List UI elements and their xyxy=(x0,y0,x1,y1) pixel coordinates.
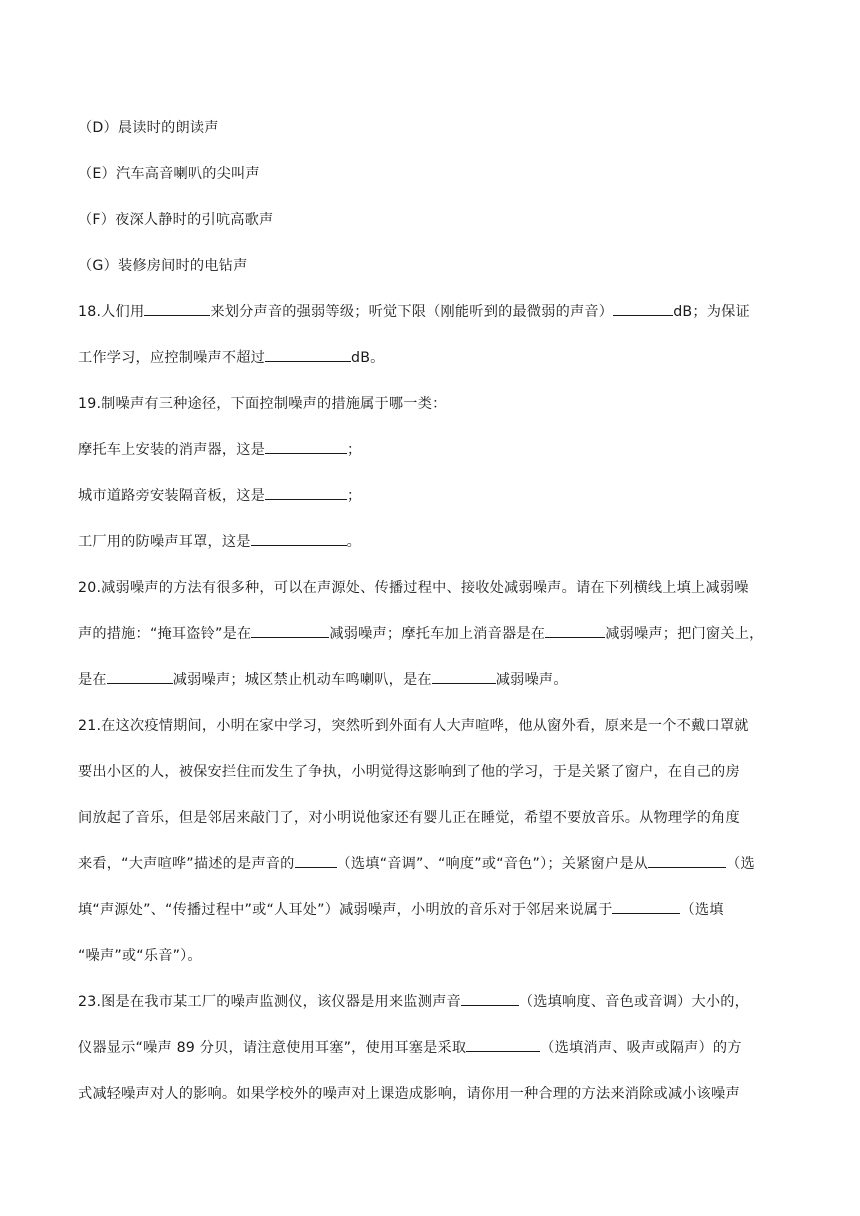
q18-text-1: 18.人们用 xyxy=(78,304,145,320)
q20-text-2: 减弱噪声；摩托车加上消音器是在 xyxy=(329,626,546,642)
q20-text-6: 减弱噪声。 xyxy=(495,672,568,688)
question-23-line-1 xyxy=(78,984,784,1030)
question-23-line-2 xyxy=(78,1030,784,1076)
q23-text-3: 仪器显示“噪声 89 分贝，请注意使用耳塞”，使用耳塞是采取 xyxy=(78,1040,467,1056)
q20-blank-2[interactable] xyxy=(545,621,605,638)
q20-text-4: 是在 xyxy=(78,672,107,688)
q23-blank-1[interactable] xyxy=(461,989,519,1006)
q21-blank-2[interactable] xyxy=(648,851,726,868)
question-18-line-1 xyxy=(78,294,784,340)
q18-blank-1[interactable] xyxy=(144,299,210,316)
q23-text-4: （选填消声、吸声或隔声）的方 xyxy=(540,1040,742,1056)
question-21-line-2: 要出小区的人，被保安拦住而发生了争执，小明觉得这影响到了他的学习，于是关紧了窗户，在自己的房 xyxy=(78,764,740,780)
document-page xyxy=(78,110,784,1122)
question-21-line-3: 间放起了音乐，但是邻居来敲门了，对小明说他家还有婴儿正在睡觉，希望不要放音乐。从物理学的角度 xyxy=(78,810,740,826)
question-21-line-5 xyxy=(78,892,784,938)
q21-text-2: （选填“音调”、“响度”或“音色”）；关紧窗户是从 xyxy=(336,856,649,872)
q20-blank-4[interactable] xyxy=(432,667,496,684)
q18-text-4: 工作学习，应控制噪声不超过 xyxy=(78,350,266,366)
q23-text-1: 23.图是在我市某工厂的噪声监测仪，该仪器是用来监测声音 xyxy=(78,994,461,1010)
q18-blank-2[interactable] xyxy=(613,299,673,316)
question-19-stem: 19.制噪声有三种途径，下面控制噪声的措施属于哪一类： xyxy=(78,396,447,412)
question-20-line-2 xyxy=(78,616,784,662)
q21-text-5: （选填 xyxy=(680,902,724,918)
q21-text-4: 填“声源处”、“传播过程中”或“人耳处”）减弱噪声，小明放的音乐对于邻居来说属于 xyxy=(78,902,613,918)
q21-text-3: （选 xyxy=(726,856,755,872)
q19-blank-3[interactable] xyxy=(251,529,347,546)
question-21-line-6: “噪声”或“乐音”）。 xyxy=(78,948,202,964)
q18-text-2: 来划分声音的强弱等级；听觉下限（刚能听到的最微弱的声音） xyxy=(210,304,614,320)
q19-item-3-text: 工厂用的防噪声耳罩，这是 xyxy=(78,534,251,550)
q19-item-2-end: ； xyxy=(347,488,362,504)
q20-blank-1[interactable] xyxy=(251,621,329,638)
q20-blank-3[interactable] xyxy=(107,667,173,684)
question-19-item-1 xyxy=(78,432,784,478)
question-21-line-1: 21.在这次疫情期间，小明在家中学习，突然听到外面有人大声喧哗，他从窗外看，原来是一个不戴口罩就 xyxy=(78,718,749,734)
q19-item-1-end: ； xyxy=(347,442,362,458)
option-f: （F）夜深人静时的引吭高歌声 xyxy=(78,212,274,228)
option-g: （G）装修房间时的电钻声 xyxy=(78,258,248,274)
q19-item-1-text: 摩托车上安装的消声器，这是 xyxy=(78,442,266,458)
q19-item-2-text: 城市道路旁安装隔音板，这是 xyxy=(78,488,266,504)
q19-blank-1[interactable] xyxy=(265,437,347,454)
q18-text-3: dB；为保证 xyxy=(673,304,750,320)
question-19-item-2 xyxy=(78,478,784,524)
q21-text-1: 来看，“大声喧哗”描述的是声音的 xyxy=(78,856,295,872)
q20-text-5: 减弱噪声；城区禁止机动车鸣喇叭，是在 xyxy=(172,672,432,688)
option-d: （D）晨读时的朗读声 xyxy=(78,120,219,136)
q23-blank-2[interactable] xyxy=(466,1035,540,1052)
question-19-item-3 xyxy=(78,524,784,570)
q19-item-3-end: 。 xyxy=(346,534,362,550)
q19-blank-2[interactable] xyxy=(265,483,347,500)
question-23-line-3: 式减轻噪声对人的影响。如果学校外的噪声对上课造成影响，请你用一种合理的方法来消除或减小该噪声 xyxy=(78,1086,740,1102)
question-21-line-4 xyxy=(78,846,784,892)
question-20-line-3 xyxy=(78,662,784,708)
q23-text-2: （选填响度、音色或音调）大小的， xyxy=(518,994,750,1010)
question-20-line-1: 20.减弱噪声的方法有很多种，可以在声源处、传播过程中、接收处减弱噪声。请在下列横线上填上减弱噪 xyxy=(78,580,749,596)
q20-text-1: 声的措施：“掩耳盗铃”是在 xyxy=(78,626,252,642)
question-18-line-2 xyxy=(78,340,784,386)
q20-text-3: 减弱噪声；把门窗关上， xyxy=(605,626,764,642)
q21-blank-3[interactable] xyxy=(612,897,680,914)
q18-blank-3[interactable] xyxy=(265,345,351,362)
option-e: （E）汽车高音喇叭的尖叫声 xyxy=(78,166,260,182)
q21-blank-1[interactable] xyxy=(295,851,337,868)
q18-text-5: dB。 xyxy=(351,350,385,366)
